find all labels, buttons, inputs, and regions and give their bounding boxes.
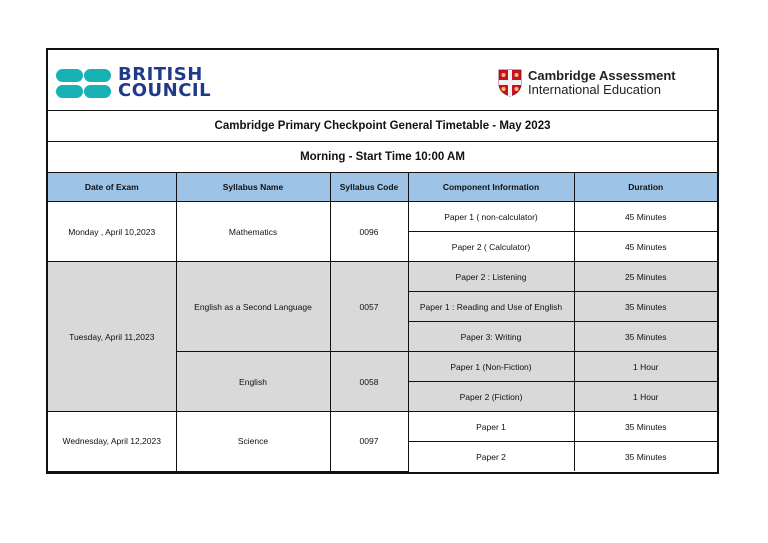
duration-cell: 35 Minutes — [574, 442, 717, 472]
col-header-duration: Duration — [574, 173, 717, 202]
component-cell: Paper 2 — [408, 442, 574, 472]
date-cell: Monday , April 10,2023 — [48, 202, 176, 262]
british-council-logo — [56, 64, 256, 101]
cambridge-shield-icon — [498, 69, 522, 97]
header-row — [48, 173, 717, 202]
british-council-line1: BRITISH — [118, 64, 203, 85]
col-header-syllabus: Syllabus Name — [176, 173, 330, 202]
component-cell: Paper 1 : Reading and Use of English — [408, 292, 574, 322]
duration-cell: 45 Minutes — [574, 232, 717, 262]
table-row — [48, 412, 717, 442]
timetable-title: Cambridge Primary Checkpoint General Timetable - May 2023 — [48, 111, 717, 142]
code-cell: 0058 — [330, 352, 408, 412]
cambridge-line2: International Education — [528, 82, 661, 97]
syllabus-cell: Science — [176, 412, 330, 472]
cambridge-wordmark — [528, 69, 676, 97]
british-council-line2: COUNCIL — [118, 80, 212, 101]
component-cell: Paper 1 ( non-calculator) — [408, 202, 574, 232]
table-row — [48, 262, 717, 292]
syllabus-cell: English — [176, 352, 330, 412]
date-cell: Tuesday, April 11,2023 — [48, 262, 176, 412]
component-cell: Paper 1 — [408, 412, 574, 442]
timetable-table — [48, 173, 717, 472]
component-cell: Paper 3: Writing — [408, 322, 574, 352]
duration-cell: 1 Hour — [574, 352, 717, 382]
duration-cell: 25 Minutes — [574, 262, 717, 292]
col-header-component: Component Information — [408, 173, 574, 202]
code-cell: 0057 — [330, 262, 408, 352]
component-cell: Paper 1 (Non-Fiction) — [408, 352, 574, 382]
british-council-dots-icon — [56, 69, 111, 99]
component-cell: Paper 2 (Fiction) — [408, 382, 574, 412]
cambridge-line1: Cambridge Assessment — [528, 68, 676, 83]
date-cell: Wednesday, April 12,2023 — [48, 412, 176, 472]
code-cell: 0096 — [330, 202, 408, 262]
session-banner: Morning - Start Time 10:00 AM — [48, 142, 717, 173]
col-header-date: Date of Exam — [48, 173, 176, 202]
syllabus-cell: Mathematics — [176, 202, 330, 262]
component-cell: Paper 2 ( Calculator) — [408, 232, 574, 262]
timetable-sheet — [46, 48, 719, 474]
duration-cell: 45 Minutes — [574, 202, 717, 232]
syllabus-cell: English as a Second Language — [176, 262, 330, 352]
code-cell: 0097 — [330, 412, 408, 472]
logo-row — [48, 50, 717, 111]
component-cell: Paper 2 : Listening — [408, 262, 574, 292]
col-header-code: Syllabus Code — [330, 173, 408, 202]
duration-cell: 35 Minutes — [574, 412, 717, 442]
duration-cell: 35 Minutes — [574, 322, 717, 352]
cambridge-assessment-logo — [498, 69, 683, 99]
duration-cell: 35 Minutes — [574, 292, 717, 322]
british-council-wordmark — [118, 64, 212, 101]
duration-cell: 1 Hour — [574, 382, 717, 412]
table-row — [48, 202, 717, 232]
